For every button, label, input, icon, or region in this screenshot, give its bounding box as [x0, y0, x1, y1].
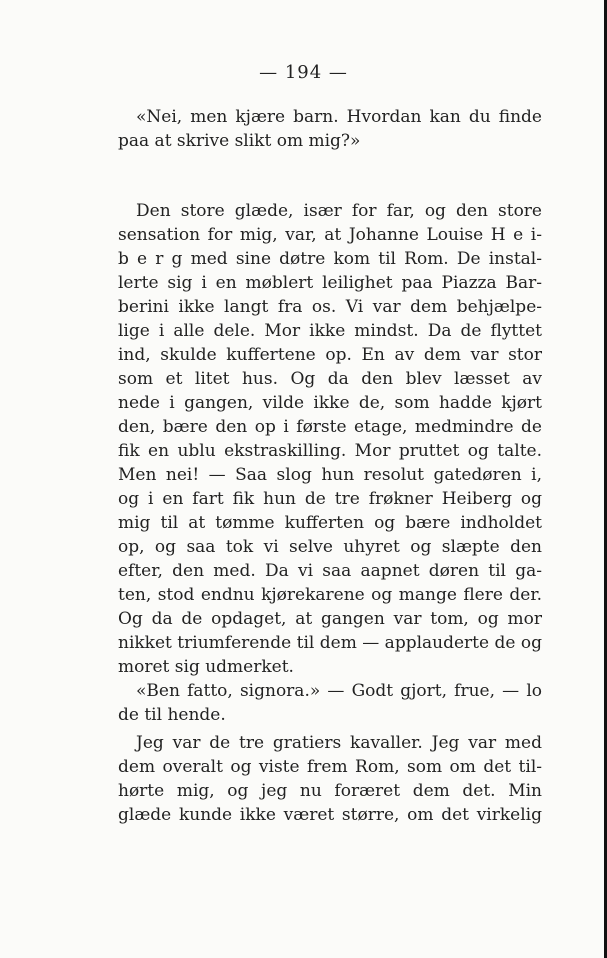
text-line: de til hende.	[118, 705, 226, 725]
text-line: berini ikke langt fra os. Vi var dem behjælpe-	[118, 297, 542, 317]
text-line: fik en ublu ekstraskilling. Mor pruttet og talte.	[118, 441, 542, 461]
text-line: ten, stod endnu kjørekarene og mange flere der.	[118, 585, 542, 605]
text-line: Den store glæde, især for far, og den store	[136, 201, 542, 221]
text-line: og i en fart fik hun de tre frøkner Heiberg og	[118, 489, 542, 509]
text-line: nikket triumferende til dem — applauderte de og	[118, 633, 542, 653]
text-line: «Ben fatto, signora.» — Godt gjort, frue, — lo	[136, 681, 542, 701]
text-line: «Nei, men kjære barn. Hvordan kan du finde	[136, 107, 542, 127]
text-line: dem overalt og viste frem Rom, som om det til-	[118, 757, 542, 777]
text-line: efter, den med. Da vi saa aapnet døren til ga-	[118, 561, 542, 581]
text-line: ind, skulde kuffertene op. En av dem var stor	[118, 345, 542, 365]
text-line: paa at skrive slikt om mig?»	[118, 131, 361, 151]
text-line: hørte mig, og jeg nu foræret dem det. Min	[118, 781, 542, 801]
text-line: mig til at tømme kufferten og bære indholdet	[118, 513, 542, 533]
text-line: Jeg var de tre gratiers kavaller. Jeg var med	[136, 733, 542, 753]
text-line: b e r g med sine døtre kom til Rom. De instal-	[118, 249, 542, 269]
text-line: Og da de opdaget, at gangen var tom, og mor	[118, 609, 542, 629]
page-number: — 194 —	[259, 62, 348, 83]
text-line: sensation for mig, var, at Johanne Louise H e i-	[118, 225, 542, 245]
text-line: glæde kunde ikke været større, om det virkelig	[118, 805, 542, 825]
text-line: op, og saa tok vi selve uhyret og slæpte den	[118, 537, 542, 557]
text-line: nede i gangen, vilde ikke de, som hadde kjørt	[118, 393, 542, 413]
text-line: lige i alle dele. Mor ikke mindst. Da de flyttet	[118, 321, 542, 341]
text-line: moret sig udmerket.	[118, 657, 294, 677]
text-line: den, bære den op i første etage, medmindre de	[118, 417, 542, 437]
text-line: lerte sig i en møblert leilighet paa Piazza Bar-	[118, 273, 542, 293]
text-line: Men nei! — Saa slog hun resolut gatedøren i,	[118, 465, 542, 485]
text-line: som et litet hus. Og da den blev læsset av	[118, 369, 542, 389]
